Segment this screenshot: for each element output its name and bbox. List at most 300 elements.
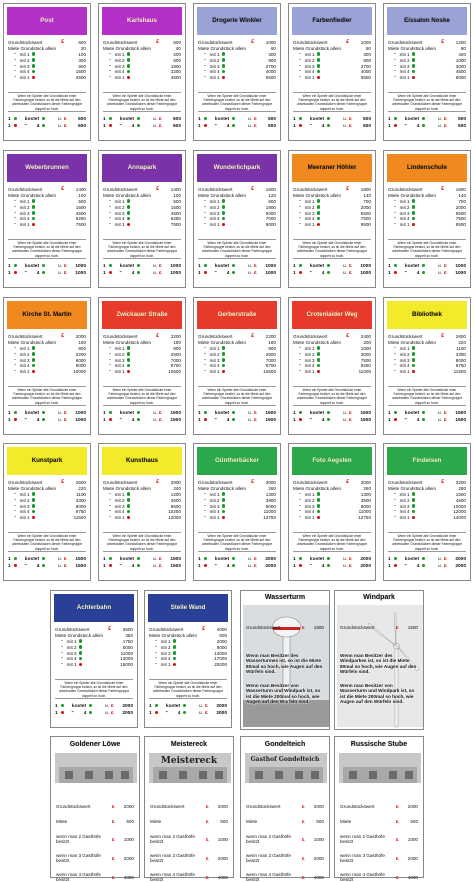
house-icon <box>204 116 212 123</box>
house-icon <box>137 556 145 563</box>
green-dot-icon <box>317 352 320 355</box>
green-dot-icon <box>327 271 330 274</box>
rent-label-text: mit 1 <box>209 198 220 204</box>
rent-value: 4500 <box>455 497 466 503</box>
rent-value: 900 <box>173 345 181 351</box>
count: 4 <box>226 418 230 423</box>
property-card[interactable] <box>383 297 471 435</box>
property-name: Findeisen <box>387 447 467 475</box>
cost-label: kostet <box>119 117 135 122</box>
ditto-mark: " <box>394 51 396 57</box>
rent-label-text: mit 1 <box>160 662 171 668</box>
house-icon <box>32 352 35 355</box>
cost-label: kostet <box>309 557 325 562</box>
green-dot-icon <box>32 199 35 202</box>
utility-name: Wasserturm <box>264 594 306 601</box>
green-dot-icon <box>183 704 186 707</box>
property-card[interactable] <box>193 297 281 435</box>
ditto-mark: " <box>404 271 407 276</box>
currency-icon: £ <box>254 557 257 562</box>
cost-label <box>212 123 232 130</box>
red-dot-icon <box>394 418 397 421</box>
currency-icon: £ <box>396 819 399 824</box>
and-label: u. <box>58 418 63 423</box>
property-card[interactable] <box>383 3 471 141</box>
house-icon <box>32 364 35 367</box>
hotel-icon <box>32 516 35 519</box>
currency-icon: £ <box>254 564 257 569</box>
rent-row <box>388 75 466 81</box>
and-label: u. <box>153 124 158 129</box>
rent-label-text: mit 1 <box>209 51 220 57</box>
property-card[interactable] <box>383 150 471 288</box>
house-icon <box>317 346 320 349</box>
utility-card[interactable] <box>240 590 330 730</box>
green-dot-icon <box>32 352 35 355</box>
color-group-note: Wenn ein Spieler alle Grundstücke einer Farbengruppe besitzt, so ist die Miete auf den unbebauten Grundstücken dieser Farbengruppe doppelt so hoch. <box>8 92 86 112</box>
cost-value: 500 <box>267 124 276 129</box>
property-card[interactable] <box>98 3 186 141</box>
green-dot-icon <box>299 264 302 267</box>
ditto-mark: " <box>155 656 157 662</box>
inn-rent-row <box>246 834 324 844</box>
house-icon <box>222 358 225 361</box>
green-dot-icon <box>422 264 425 267</box>
house-icon <box>173 651 176 654</box>
rent-label-text: mit 1 <box>160 638 171 644</box>
rent-row <box>293 75 371 81</box>
rent-label-text: mit 3 <box>209 357 220 363</box>
house-icon <box>412 364 415 367</box>
rent-label-text: mit 1 <box>209 345 220 351</box>
inn-rent-row <box>150 804 228 809</box>
rent-table <box>149 627 227 668</box>
cost-label: kostet <box>71 704 87 709</box>
rent-label <box>103 515 152 521</box>
cost-row <box>8 563 86 570</box>
green-dot-icon <box>127 352 130 355</box>
property-card[interactable] <box>288 443 376 581</box>
rent-value: 120 <box>268 192 276 198</box>
rent-label-text: mit 3 <box>114 210 125 216</box>
rent-value: 4500 <box>170 75 181 81</box>
green-dot-icon <box>317 358 320 361</box>
green-dot-icon <box>32 52 35 55</box>
rent-value: 4000 <box>216 627 227 632</box>
rent-label-text: mit 1 <box>304 51 315 57</box>
rent-value: 3000 <box>360 480 371 485</box>
property-card[interactable] <box>3 3 91 141</box>
inn-card[interactable] <box>334 736 424 882</box>
ditto-mark: " <box>394 345 396 351</box>
rent-label-text: Miete Grundstück allein <box>103 192 152 198</box>
cost-value: 1500 <box>455 418 466 423</box>
house-icon <box>127 346 130 349</box>
ditto-mark: " <box>155 638 157 644</box>
house-icon <box>222 498 225 501</box>
inn-card[interactable] <box>240 736 330 882</box>
house-icon <box>79 657 82 660</box>
house-icon <box>42 417 50 424</box>
cost-label: kostet <box>214 411 230 416</box>
ditto-mark: " <box>214 418 217 423</box>
cost-value: 1500 <box>75 557 86 562</box>
cost-value: 1000 <box>455 271 466 276</box>
rent-value: 2600 <box>75 480 86 485</box>
property-name: Achterbahn <box>54 594 134 622</box>
color-group-note: Wenn ein Spieler alle Grundstücke einer Farbengruppe besitzt, so ist die Miete auf den unbebauten Grundstücken dieser Farbengruppe doppelt so hoch. <box>388 239 466 259</box>
rent-value: 80 <box>460 45 466 51</box>
inn-name: Russische Stube <box>350 741 408 748</box>
green-dot-icon <box>422 418 425 421</box>
rent-label-text: mit 2 <box>114 204 125 210</box>
ditto-mark: " <box>14 369 16 375</box>
rent-value: 3900 <box>360 497 371 503</box>
red-dot-icon <box>317 223 320 226</box>
green-dot-icon <box>422 271 425 274</box>
inn-rent-row <box>340 872 418 882</box>
house-icon <box>412 52 415 55</box>
rent-value: 350 <box>125 632 133 638</box>
green-dot-icon <box>299 411 302 414</box>
house-icon <box>32 205 35 208</box>
rent-label-text: mit 2 <box>304 57 315 63</box>
rent-value: 4500 <box>75 210 86 216</box>
property-card[interactable] <box>193 3 281 141</box>
green-dot-icon <box>327 264 330 267</box>
ditto-mark: " <box>204 222 206 228</box>
rent-table <box>103 334 181 375</box>
ditto-mark: " <box>404 564 407 569</box>
inn-rent-value: 2000 <box>123 804 134 809</box>
rent-value: 5000 <box>265 210 276 216</box>
property-card[interactable] <box>98 297 186 435</box>
red-dot-icon <box>204 271 207 274</box>
rent-label-text: mit 1 <box>66 638 77 644</box>
house-icon <box>32 346 35 349</box>
building-cost <box>8 263 86 277</box>
green-dot-icon <box>127 58 130 61</box>
ditto-mark: " <box>214 271 217 276</box>
currency-icon: £ <box>349 418 352 423</box>
ditto-mark: " <box>299 515 301 521</box>
color-group-note: Wenn ein Spieler alle Grundstücke einer Farbengruppe besitzt, so ist die Miete auf den unbebauten Grundstücken dieser Farbengruppe doppelt so hoch. <box>8 239 86 259</box>
green-dot-icon <box>204 264 207 267</box>
rent-label-text: mit 2 <box>209 351 220 357</box>
count: 1 <box>103 557 106 562</box>
green-dot-icon <box>204 117 207 120</box>
color-group-note: Wenn ein Spieler alle Grundstücke einer Farbengruppe besitzt, so ist die Miete auf den unbebauten Grundstücken dieser Farbengruppe doppelt so hoch. <box>55 679 133 699</box>
ditto-mark: " <box>299 204 301 210</box>
ditto-mark: " <box>394 357 396 363</box>
rent-label <box>388 369 437 375</box>
red-dot-icon <box>412 516 415 519</box>
cost-row <box>8 410 86 417</box>
house-icon <box>412 504 415 507</box>
cost-value: 1000 <box>75 411 86 416</box>
cost-value: 2000 <box>216 704 227 709</box>
rent-label-text: mit 1 <box>399 222 410 228</box>
property-card[interactable] <box>50 590 138 728</box>
count: 4 <box>321 124 325 129</box>
inn-rent-value: 4000 <box>407 874 418 880</box>
rent-table <box>388 187 466 228</box>
cost-row <box>103 417 181 424</box>
currency-icon: £ <box>396 874 399 880</box>
rent-value: 800 <box>78 345 86 351</box>
rent-value: 2200 <box>170 334 181 339</box>
currency-icon: £ <box>349 264 352 269</box>
cost-label: kostet <box>165 704 181 709</box>
ditto-mark: " <box>299 345 301 351</box>
green-dot-icon <box>232 564 235 567</box>
rent-value: 9000 <box>265 503 276 509</box>
rent-value: 7500 <box>360 216 371 222</box>
rent-label-text: mit 1 <box>209 515 220 521</box>
green-dot-icon <box>42 117 45 120</box>
ditto-mark: " <box>61 644 63 650</box>
house-icon <box>232 556 240 563</box>
rent-value: 2700 <box>265 63 276 69</box>
hotel-icon <box>299 270 307 277</box>
ditto-mark: " <box>404 124 407 129</box>
green-dot-icon <box>127 70 130 73</box>
currency-icon: £ <box>444 264 447 269</box>
house-icon <box>32 64 35 67</box>
rent-label-text: mit 2 <box>304 351 315 357</box>
rent-row <box>388 369 466 375</box>
rent-label-text: Grundstückswert <box>293 40 328 45</box>
and-label: u. <box>248 117 253 122</box>
house-icon <box>14 410 22 417</box>
ditto-mark: " <box>109 515 111 521</box>
rent-value: 1200 <box>455 40 466 45</box>
house-icon <box>222 205 225 208</box>
currency-icon: £ <box>444 411 447 416</box>
rent-row <box>8 515 86 521</box>
green-dot-icon <box>137 411 140 414</box>
green-dot-icon <box>317 52 320 55</box>
rent-label-text: mit 1 <box>19 75 30 81</box>
property-name: Steile Wand <box>148 594 228 622</box>
rent-label-text: mit 3 <box>19 210 30 216</box>
count: 1 <box>293 124 296 129</box>
rent-label-text: mit 2 <box>209 57 220 63</box>
currency-icon: £ <box>64 411 67 416</box>
inn-card[interactable] <box>50 736 140 882</box>
green-dot-icon <box>137 264 140 267</box>
inn-rent-label: Grundstückswert <box>150 804 185 809</box>
rent-label-text: mit 1 <box>209 369 220 375</box>
property-name: Bibliothek <box>387 301 467 329</box>
property-name: Annapark <box>102 154 182 182</box>
and-label: u. <box>58 264 63 269</box>
ditto-mark: " <box>14 503 16 509</box>
rent-value: 10250 <box>168 509 181 515</box>
color-group-note: Wenn ein Spieler alle Grundstücke einer Farbengruppe besitzt, so ist die Miete auf den unbebauten Grundstücken dieser Farbengruppe doppelt so hoch. <box>388 92 466 112</box>
cost-value: 1000 <box>170 271 181 276</box>
currency-icon: £ <box>206 836 209 842</box>
rent-table <box>293 187 371 228</box>
property-card[interactable] <box>98 150 186 288</box>
green-dot-icon <box>317 504 320 507</box>
property-card[interactable] <box>288 150 376 288</box>
rent-label-text: Grundstückswert <box>103 187 138 192</box>
green-dot-icon <box>32 64 35 67</box>
ditto-mark: " <box>204 515 206 521</box>
rent-value: 11000 <box>358 509 371 515</box>
house-icon <box>32 510 35 513</box>
hotel-icon <box>317 76 320 79</box>
cost-row <box>8 263 86 270</box>
cost-label <box>212 417 232 424</box>
house-icon <box>222 64 225 67</box>
house-icon <box>394 116 402 123</box>
rent-value: 3900 <box>265 497 276 503</box>
green-dot-icon <box>127 364 130 367</box>
ditto-mark: " <box>299 210 301 216</box>
green-dot-icon <box>127 498 130 501</box>
inn-rent-value: 2000 <box>313 855 324 861</box>
inn-rent-row <box>246 872 324 882</box>
property-name: Lindenschule <box>387 154 467 182</box>
inn-rent-value: 500 <box>126 819 134 824</box>
rent-label-text: mit 2 <box>304 204 315 210</box>
count: 4 <box>416 124 420 129</box>
hotel-icon <box>222 223 225 226</box>
rent-label-text: Miete Grundstück allein <box>293 192 342 198</box>
property-card[interactable] <box>98 443 186 581</box>
ditto-mark: " <box>204 210 206 216</box>
ditto-mark: " <box>14 491 16 497</box>
inn-card[interactable] <box>144 736 234 882</box>
count: 4 <box>131 271 135 276</box>
cost-label: kostet <box>214 264 230 269</box>
property-card[interactable] <box>288 297 376 435</box>
color-group-note: Wenn ein Spieler alle Grundstücke einer Farbengruppe besitzt, so ist die Miete auf den unbebauten Grundstücken dieser Farbengruppe doppelt so hoch. <box>8 532 86 552</box>
and-label: u. <box>343 411 348 416</box>
hotel-icon <box>109 270 117 277</box>
color-group-note: Wenn ein Spieler alle Grundstücke einer Farbengruppe besitzt, so ist die Miete auf den unbebauten Grundstücken dieser Farbengruppe doppelt so hoch. <box>198 239 276 259</box>
green-dot-icon <box>173 651 176 654</box>
count: 1 <box>103 124 106 129</box>
inn-rent-row <box>340 834 418 844</box>
house-icon <box>42 410 50 417</box>
property-name: Güntherbäcker <box>197 447 277 475</box>
inn-building-image <box>55 753 135 783</box>
red-dot-icon <box>109 271 112 274</box>
cost-label <box>22 417 42 424</box>
rent-value: 13000 <box>120 656 133 662</box>
count: 1 <box>388 271 391 276</box>
building-cost <box>293 410 371 424</box>
inn-rent-row <box>56 853 134 863</box>
green-dot-icon <box>127 211 130 214</box>
property-card[interactable] <box>193 443 281 581</box>
red-dot-icon <box>14 418 17 421</box>
house-icon <box>42 116 50 123</box>
house-icon <box>109 116 117 123</box>
green-dot-icon <box>412 217 415 220</box>
house-icon <box>183 703 191 710</box>
ditto-mark: " <box>109 363 111 369</box>
rent-label-text: mit 1 <box>399 369 410 375</box>
house-icon <box>79 639 82 642</box>
rent-label-text: Grundstückswert <box>388 187 423 192</box>
rent-label-text: mit 1 <box>114 75 125 81</box>
cost-row <box>388 556 466 563</box>
rent-label-text: mit 1 <box>19 369 30 375</box>
house-icon <box>79 645 82 648</box>
house-icon <box>412 498 415 501</box>
property-card[interactable] <box>144 590 232 728</box>
count: 1 <box>103 564 106 569</box>
color-group-note: Wenn ein Spieler alle Grundstücke einer Farbengruppe besitzt, so ist die Miete auf den unbebauten Grundstücken dieser Farbengruppe doppelt so hoch. <box>103 532 181 552</box>
property-card[interactable] <box>3 297 91 435</box>
inn-rent-value: 4000 <box>217 874 228 880</box>
house-icon <box>32 498 35 501</box>
ditto-mark: " <box>204 503 206 509</box>
cost-row <box>103 563 181 570</box>
cost-label: kostet <box>24 411 40 416</box>
currency-icon: £ <box>206 874 209 880</box>
property-card[interactable] <box>3 443 91 581</box>
and-label: u. <box>248 418 253 423</box>
currency-icon: £ <box>61 479 64 485</box>
rent-value: 600 <box>173 40 181 45</box>
currency-icon: £ <box>206 819 209 824</box>
rent-label-text: mit 2 <box>114 351 125 357</box>
ditto-mark: " <box>204 345 206 351</box>
currency-icon: £ <box>61 186 64 192</box>
ditto-mark: " <box>204 369 206 375</box>
rent-row <box>388 222 466 228</box>
ditto-mark: " <box>61 662 63 668</box>
cost-value: 500 <box>77 124 86 129</box>
cost-row <box>293 417 371 424</box>
property-name: Kirche St. Martin <box>7 301 87 329</box>
property-card[interactable] <box>3 150 91 288</box>
house-icon <box>32 70 35 73</box>
house-icon <box>422 123 430 130</box>
red-dot-icon <box>14 271 17 274</box>
currency-icon: £ <box>64 418 67 423</box>
ditto-mark: " <box>14 57 16 63</box>
cost-value: 1500 <box>265 411 276 416</box>
rent-value: 6000 <box>455 75 466 81</box>
red-dot-icon <box>204 124 207 127</box>
house-icon <box>42 263 50 270</box>
rent-value: 8000 <box>75 503 86 509</box>
count: 1 <box>55 711 58 716</box>
property-card[interactable] <box>193 150 281 288</box>
house-icon <box>412 510 415 513</box>
building-cost <box>103 410 181 424</box>
rent-value: 1750 <box>122 638 133 644</box>
green-dot-icon <box>42 264 45 267</box>
utility-card[interactable] <box>334 590 424 730</box>
property-card[interactable] <box>383 443 471 581</box>
green-dot-icon <box>232 264 235 267</box>
cost-value: 500 <box>362 124 371 129</box>
property-card[interactable] <box>288 3 376 141</box>
house-icon <box>232 123 240 130</box>
ditto-mark: " <box>204 351 206 357</box>
count: 1 <box>8 564 11 569</box>
green-dot-icon <box>42 418 45 421</box>
inn-rent-value: 1000 <box>217 836 228 842</box>
rent-label-text: mit 1 <box>209 491 220 497</box>
